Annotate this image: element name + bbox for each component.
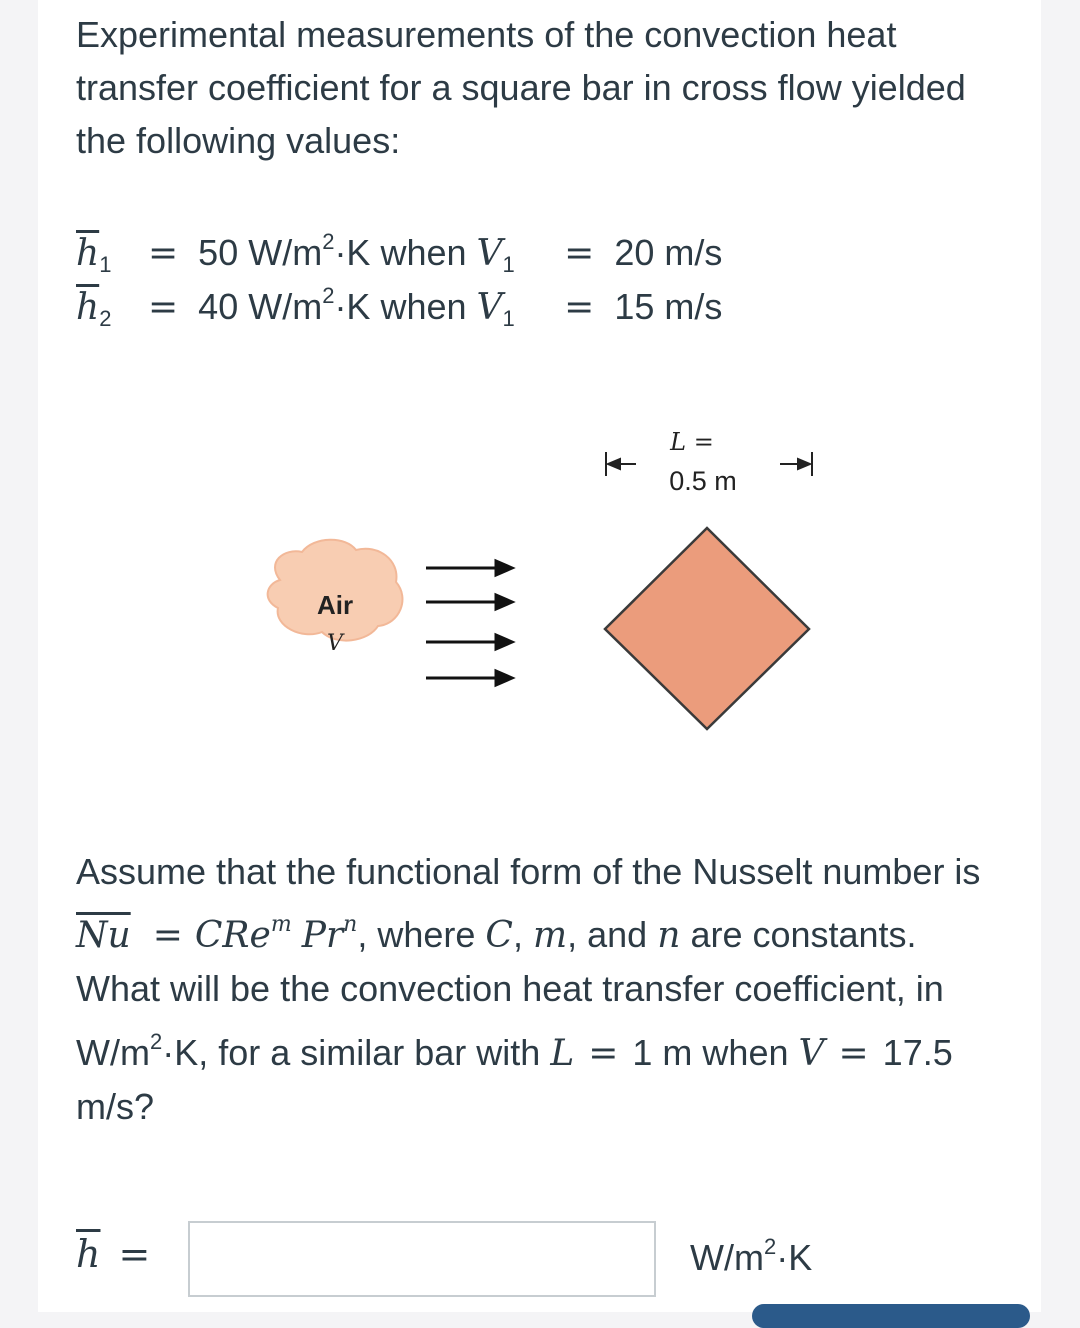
submit-button[interactable] bbox=[752, 1304, 1030, 1328]
square-bar bbox=[605, 528, 809, 729]
flow-arrows bbox=[426, 561, 512, 685]
air-label: Air bbox=[316, 590, 354, 620]
length-label-value: 0.5 m bbox=[669, 466, 737, 496]
answer-input[interactable] bbox=[188, 1221, 656, 1297]
assumption-text: Assume that the functional form of the Nusselt number is $\overline{Nu} = CRe^m$ Pr$^n$, where C, m, and n are constants. What will be the convection heat transfer coefficient, in $W/m^2\cdot K$, for a similar bar with L = 1 m when V = 17.5 m/s? bbox=[76, 851, 981, 1127]
square-bar-cross-flow-figure bbox=[240, 420, 840, 760]
velocity-label: V bbox=[327, 631, 343, 656]
equation-row-2: $\overline{h}_2 = 40$ $W/m^2\cdot K$ when $V_1 = 15$ m/s bbox=[76, 283, 723, 331]
answer-unit: $W/m^2\cdot K$ bbox=[690, 1234, 813, 1278]
equation-row-1: $\overline{h}_1 = 50$ $W/m^2\cdot K$ when $V_1 = 20$ m/s bbox=[76, 229, 723, 277]
problem-intro: Experimental measurements of the convection heat transfer coefficient for a square bar in cross flow yielded the following values: bbox=[76, 14, 966, 161]
length-label-top: L = bbox=[670, 428, 714, 456]
answer-label: $\overline{h}$ = bbox=[76, 1232, 151, 1276]
